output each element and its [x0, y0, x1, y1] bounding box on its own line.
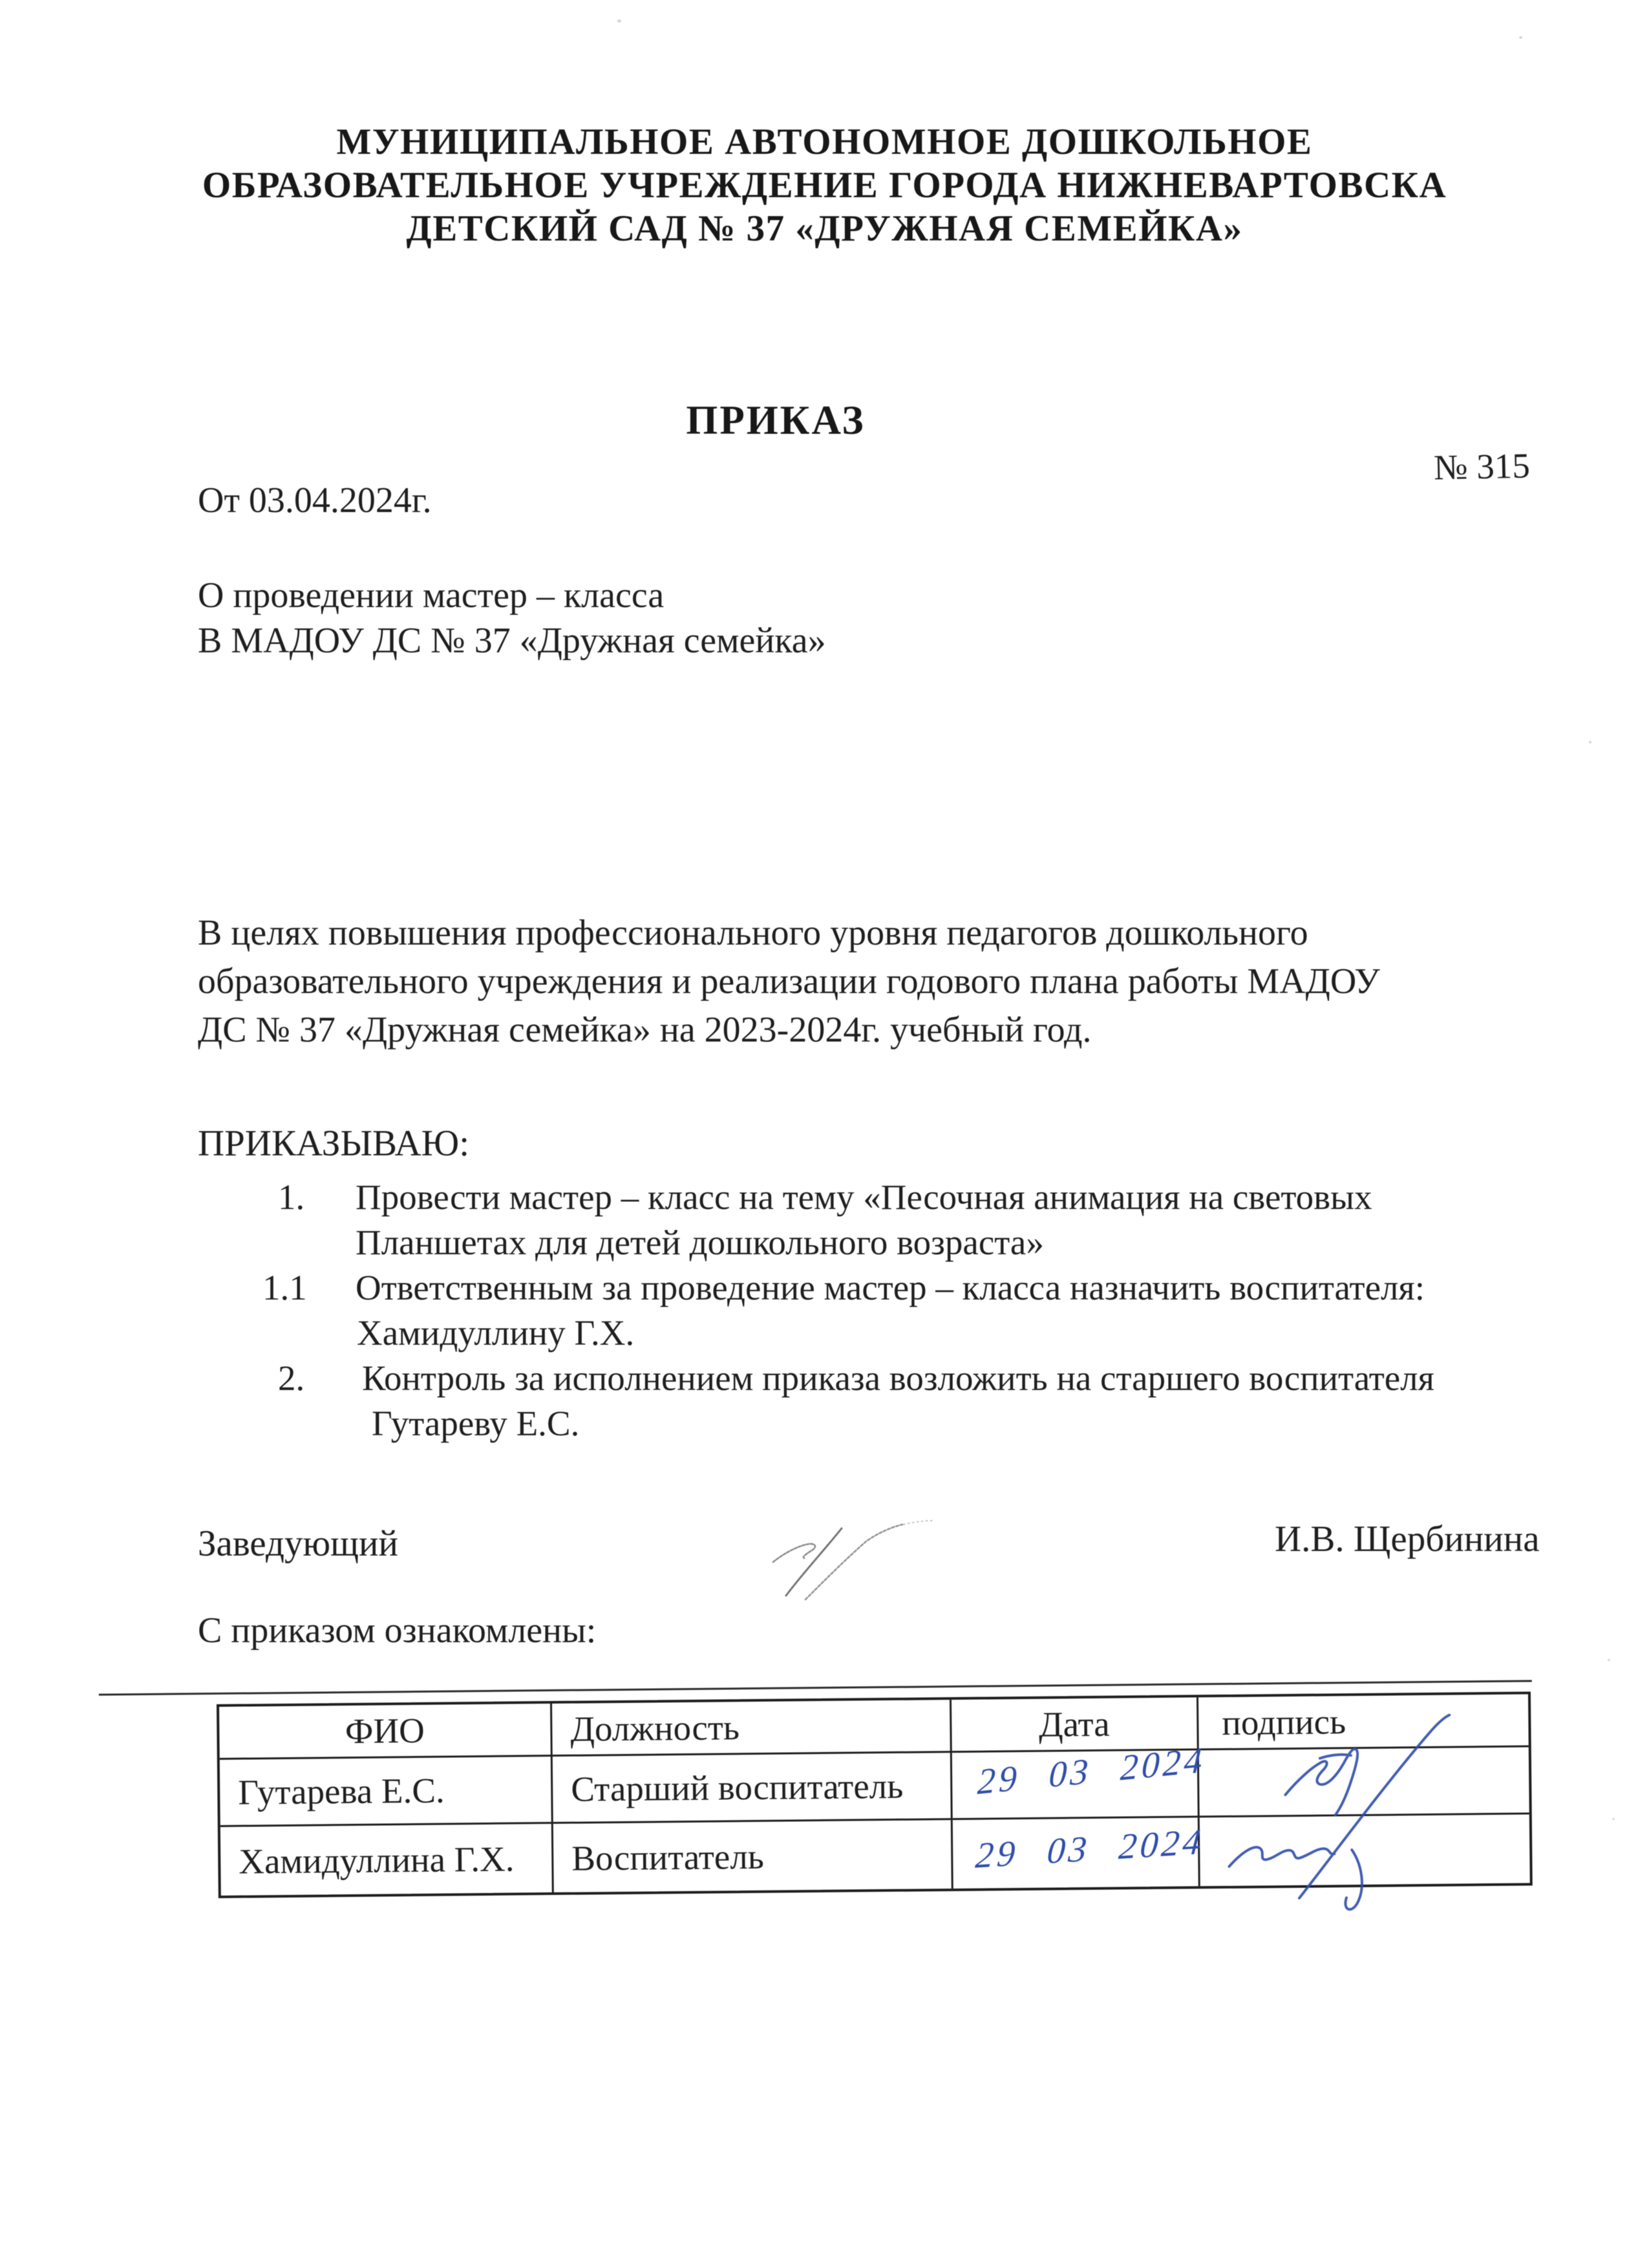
item-1-number: 1. [278, 1177, 305, 1217]
handwritten-date-row1: 29 03 2024 [976, 1740, 1206, 1803]
subject-line2: В МАДОУ ДС № 37 «Дружная семейка» [198, 621, 826, 661]
purpose-paragraph [198, 909, 1380, 1054]
item-1-line2: Планшетах для детей дошкольного возраста» [356, 1223, 1044, 1262]
item-1-1-line2: Хамидуллину Г.Х. [357, 1313, 635, 1353]
item-2-line2: Гутареву Е.С. [372, 1404, 580, 1443]
purpose-line3: ДС № 37 «Дружная семейка» на 2023-2024г. учебный год. [198, 1010, 1092, 1050]
table-row2-signature-cell [1200, 1815, 1530, 1887]
document-number: № 315 [1433, 445, 1531, 487]
table-row2-fio: Хамидуллина Г.Х. [220, 1824, 554, 1896]
subject-line1: О проведении мастер – класса [198, 575, 665, 615]
scan-speck [1589, 741, 1591, 744]
table-header-signature: подпись [1198, 1695, 1529, 1751]
item-1-line1: Провести мастер – класс на тему «Песочная анимация на световых [356, 1177, 1372, 1217]
table-row2-position: Воспитатель [553, 1820, 953, 1892]
purpose-line1: В целях повышения профессионального уровня педагогов дошкольного [198, 913, 1308, 953]
item-2-line1: Контроль за исполнением приказа возложить на старшего воспитателя [362, 1358, 1434, 1398]
scan-speck [617, 19, 621, 23]
table-row1-signature-cell [1199, 1748, 1529, 1818]
org-header-line3: ДЕТСКИЙ САД № 37 «ДРУЖНАЯ СЕМЕЙКА» [406, 208, 1243, 249]
item-1-1-line1: Ответственным за проведение мастер – класса назначить воспитателя: [356, 1268, 1425, 1307]
table-row1-position: Старший воспитатель [553, 1753, 953, 1824]
document-subject [198, 573, 826, 663]
handwritten-date-row2: 29 03 2024 [973, 1821, 1206, 1876]
org-header [0, 120, 1649, 250]
scan-speck [1608, 1659, 1610, 1661]
scan-speck [1519, 36, 1522, 39]
director-name: И.В. Щербинина [1275, 1519, 1540, 1559]
item-2-number: 2. [278, 1358, 305, 1398]
decree-heading: ПРИКАЗЫВАЮ: [198, 1123, 470, 1164]
table-row1-fio: Гутарева Е.С. [220, 1757, 553, 1827]
acknowledgement-heading: С приказом ознакомлены: [198, 1610, 597, 1651]
org-header-line2: ОБРАЗОВАТЕЛЬНОЕ УЧРЕЖДЕНИЕ ГОРОДА НИЖНЕВАРТОВСКА [202, 165, 1447, 206]
director-job-title: Заведующий [198, 1523, 398, 1564]
director-signature [764, 1513, 945, 1610]
document-title: ПРИКАЗ [686, 398, 866, 443]
acknowledgement-table [217, 1691, 1533, 1898]
table-header-fio: ФИО [219, 1704, 553, 1760]
purpose-line2: образовательного учреждения и реализации годового плана работы МАДОУ [198, 961, 1380, 1001]
table-header-position: Должность [552, 1700, 952, 1757]
scan-speck [1612, 1818, 1615, 1820]
item-1-1-number: 1.1 [262, 1268, 307, 1307]
table-header-date: Дата [952, 1697, 1199, 1753]
document-date: От 03.04.2024г. [198, 480, 432, 520]
org-header-line1: МУНИЦИПАЛЬНОЕ АВТОНОМНОЕ ДОШКОЛЬНОЕ [336, 122, 1313, 162]
